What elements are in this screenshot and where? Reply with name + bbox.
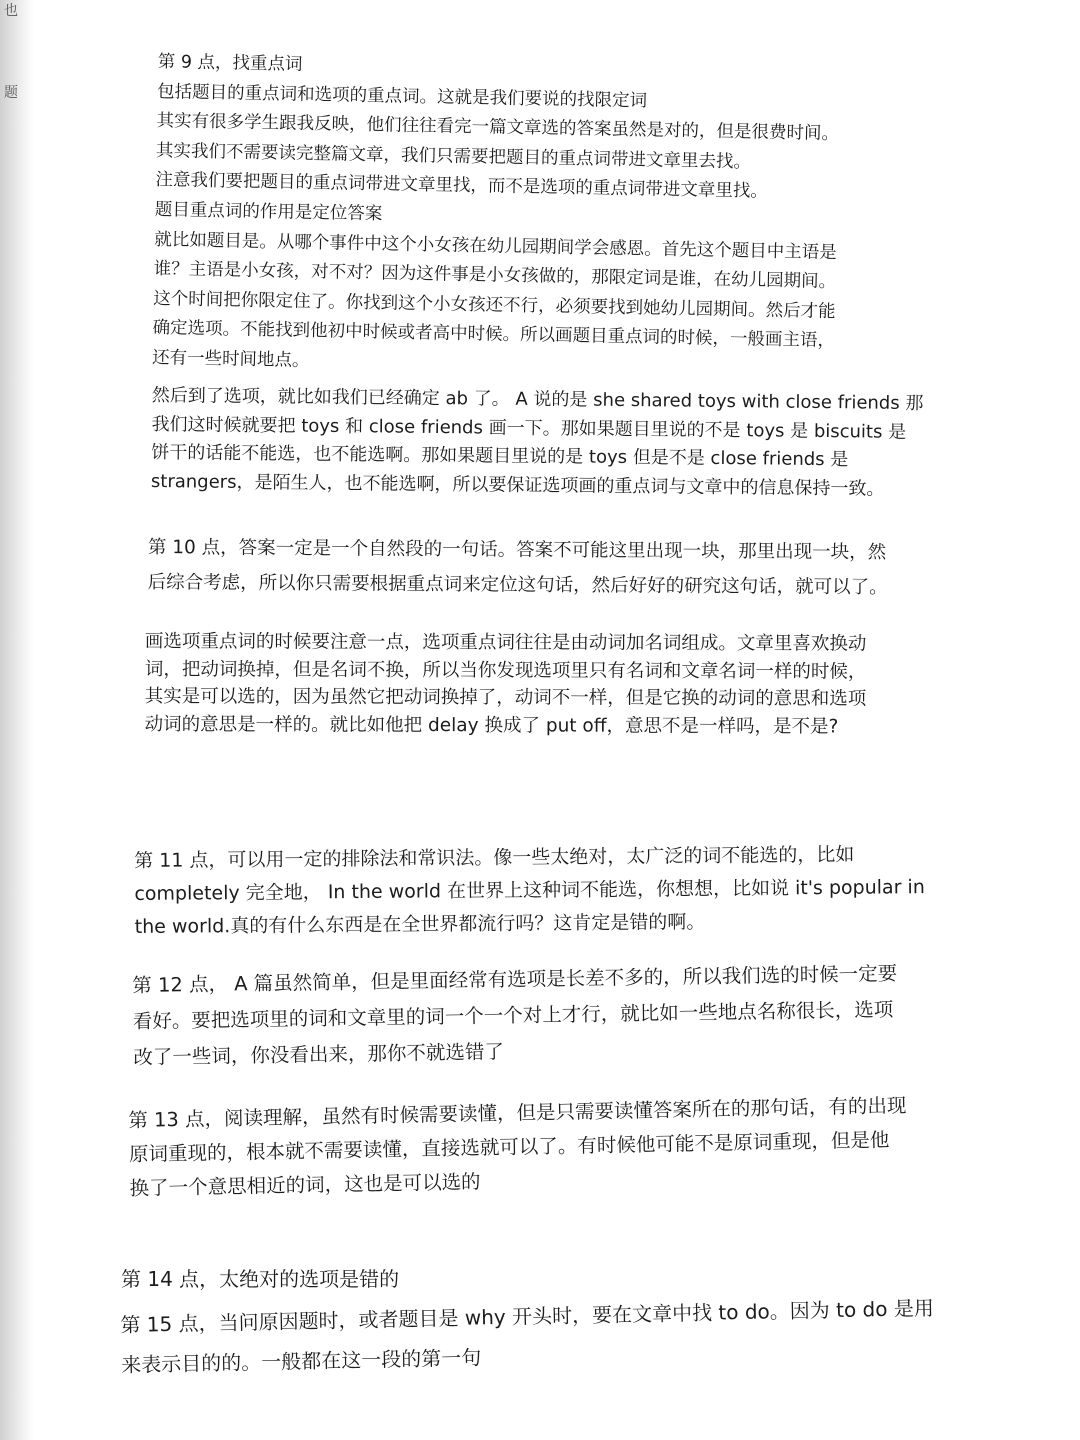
text-line: 画选项重点词的时候要注意一点，选项重点词往往是由动词加名词组成。文章里喜欢换动: [144, 631, 867, 655]
section-10-paragraph: [148, 530, 888, 605]
text-line: 改了一些词，你没看出来，那你不就选错了: [133, 1040, 505, 1069]
text-line: 确定选项。不能找到他初中时候或者高中时候。所以画题目重点词的时候，一般画主语，: [152, 318, 836, 352]
text-line: the world.真的有什么东西是在全世界都流行吗？这肯定是错的啊。: [134, 911, 706, 938]
margin-mark-top: 也: [4, 3, 18, 19]
text-line: 后综合考虑，所以你只需要根据重点词来定位这句话，然后好好的研究这句话，就可以了。: [147, 571, 888, 599]
text-line: 其实有很多学生跟我反映，他们往往看完一篇文章选的答案虽然是对的，但是很费时间。: [156, 111, 840, 145]
text-line: 换了一个意思相近的词，这也是可以选的: [129, 1170, 481, 1200]
text-line: strangers，是陌生人，也不能选啊，所以要保证选项画的重点词与文章中的信息保持一致。: [150, 470, 885, 500]
section-9-options-paragraph: [151, 382, 924, 504]
margin-mark-second: 题: [4, 85, 18, 101]
section-11-heading: 第 11 点，可以用一定的排除法和常识法。像一些太绝对，太广泛的词不能选的，比如: [134, 843, 855, 872]
text-line: 这个时间把你限定住了。你找到这个小女孩还不行，必须要找到她幼儿园期间。然后才能: [152, 288, 836, 322]
section-14-paragraph: [121, 1262, 399, 1296]
section-13-paragraph: [128, 1089, 908, 1206]
text-line: 动词的意思是一样的。就比如他把 delay 换成了 put off，意思不是一样吗，是不是?: [144, 713, 839, 737]
section-9-heading: 第 9 点，找重点词: [157, 51, 303, 75]
section-12-paragraph: [132, 956, 899, 1076]
section-15-heading: 第 15 点，当问原因题时，或者题目是 why 开头时，要在文章中找 to do。因为 to do 是用: [120, 1295, 935, 1337]
section-9-key-words: [152, 48, 841, 387]
text-line: completely 完全地， In the world 在世界上这种词不能选，你想想，比如说 it's popular in: [134, 876, 925, 905]
section-13-heading: 第 13 点，阅读理解，虽然有时候需要读懂，但是只需要读懂答案所在的那句话，有的出现: [128, 1094, 907, 1132]
text-line: 来表示目的的。一般都在这一段的第一句: [121, 1345, 482, 1377]
text-line: 其实是可以选的，因为虽然它把动词换掉了，动词不一样，但是它换的动词的意思和选项: [144, 685, 867, 710]
text-line: 就比如题目是。从哪个事件中这个小女孩在幼儿园期间学会感恩。首先这个题目中主语是: [154, 229, 837, 263]
text-line: 注意我们要把题目的重点词带进文章里找，而不是选项的重点词带进文章里找。: [155, 170, 769, 203]
text-line: 然后到了选项，就比如我们已经确定 ab 了。 A 说的是 she shared toys with close friends 那: [151, 384, 924, 415]
text-line: 其实我们不需要读完整篇文章，我们只需要把题目的重点词带进文章里去找。: [155, 140, 752, 173]
text-line: 看好。要把选项里的词和文章里的词一个一个对上才行，就比如一些地点名称很长，选项: [132, 998, 894, 1033]
text-line: 包括题目的重点词和选项的重点词。这就是我们要说的找限定词: [156, 81, 648, 111]
section-14-heading: 第 14 点，太绝对的选项是错的: [121, 1267, 400, 1291]
text-line: 饼干的话能不能选，也不能选啊。那如果题目里说的是 toys 但是不是 close friends 是: [151, 441, 849, 471]
text-line: 还有一些时间地点。: [151, 347, 310, 371]
section-11-paragraph: [134, 838, 925, 944]
section-12-heading: 第 12 点， A 篇虽然简单，但是里面经常有选项是长差不多的，所以我们选的时候一定要: [132, 961, 898, 997]
text-line: 我们这时候就要把 toys 和 close friends 画一下。那如果题目里说的不是 toys 是 biscuits 是: [151, 413, 907, 443]
text-line: 原词重现的，根本就不需要读懂，直接选就可以了。有时候他可能不是原词重现，但是他: [128, 1128, 890, 1166]
text-line: 题目重点词的作用是定位答案: [154, 199, 383, 225]
section-10-verbs-paragraph: [145, 628, 867, 741]
text-line: 谁？主语是小女孩，对不对？因为这件事是小女孩做的，那限定词是谁，在幼儿园期间。: [153, 259, 837, 293]
section-10-heading: 第 10 点，答案一定是一个自然段的一句话。答案不可能这里出现一块，那里出现一块，然: [147, 536, 887, 564]
section-15-paragraph: [120, 1288, 935, 1385]
text-line: 词，把动词换掉，但是名词不换，所以当你发现选项里只有名词和文章名词一样的时候，: [144, 658, 867, 683]
